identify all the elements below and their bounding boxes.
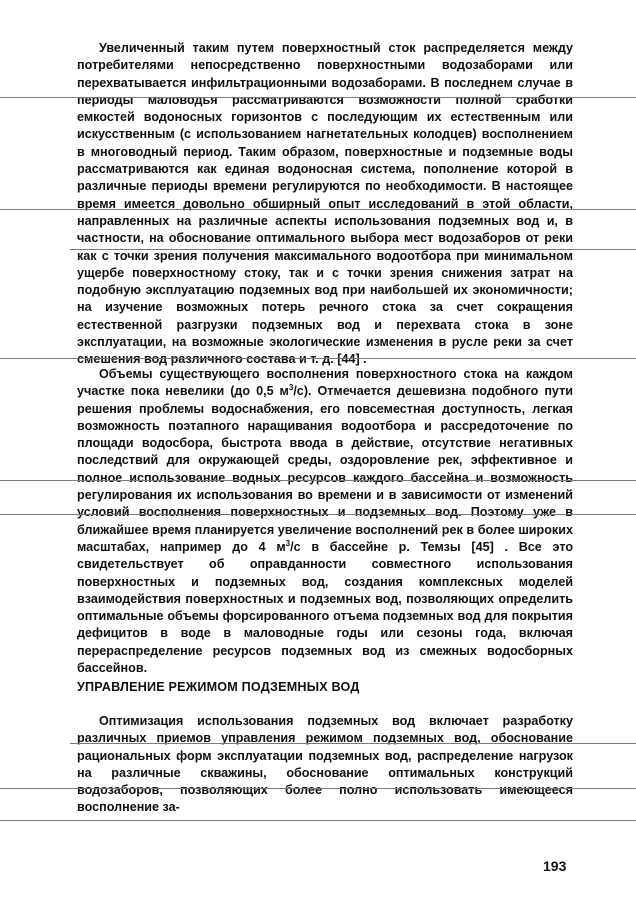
paragraph-conjunctive-use xyxy=(77,40,573,369)
scan-line xyxy=(0,209,636,210)
scan-line xyxy=(70,249,636,250)
paragraph-text xyxy=(77,366,573,677)
paragraph-text: Оптимизация использования подземных вод включает разработку различных приемов управления режимом подземных вод, обоснование рациональных форм эксплуатации подземных вод, распределение нагрузок на различные скважины, обоснование оптимальных конструкций водозаборов, позволяющих более полно использовать имеющееся восполнение за- xyxy=(77,714,573,815)
paragraph-optimization xyxy=(77,713,573,817)
scan-line xyxy=(0,97,636,98)
paragraph-text: Увеличенный таким путем поверхностный сток распределяется между потребителями непосредственно поверхностными водозаборами или перехватывается инфильтрационными водозаборами. В последнем случае в периоды маловодья рассматриваются возможности полной сработки емкостей водоносных горизонтов с последующим их естественным или искусственным (с использованием нагнетательных колодцев) восполнением в многоводный период. Таким образом, поверхностные и подземные воды рассматриваются как единая водоносная система, пополнение которой в различные периоды времени регулируются по необходимости. В настоящее время имеется довольно обширный опыт исследований в этой области, направленных на различные аспекты использования подземных вод и, в частности, на обоснование оптимального выбора мест водозаборов от реки как с точки зрения получения максимального водоотбора при минимальном ущербе поверхностному стоку, так и с точки зрения снижения затрат на подобную эксплуатацию подземных вод при наибольшей их экономичности; на изучение возможных потерь речного стока за счет сокращения естественной разгрузки подземных вод и перехвата стока в зоне эксплуатации, на возможные экологические изменения в русле реки за счет смешения вод различного состава и т. д. [44] . xyxy=(77,41,573,367)
superscript-cube: 3 xyxy=(288,383,294,393)
scan-line xyxy=(0,820,636,821)
paragraph-recharge-volumes xyxy=(77,366,573,677)
scan-line xyxy=(0,514,636,515)
text-run: Объемы существующего восполнения поверхностного стока на каждом участке пока невелики (до 0,5 м xyxy=(77,367,573,399)
page-number: 193 xyxy=(543,858,567,874)
scan-line xyxy=(70,743,636,744)
scan-line xyxy=(0,358,636,359)
scan-line xyxy=(0,480,636,481)
text-run: /с). Отмечается дешевизна подобного пути решения проблемы водоснабжения, его повсеместная доступность, легкая возможность поэтапного наращивания водоотбора и рассредоточение по площади водосбора, быстрота ввода в действие, отсутствие негативных последствий для окружающей среды, оздоровление рек, эффективное и полное использование водных ресурсов каждого бассейна и возможность регулирования их использования во времени и в зависимости от изменений условий восполнения поверхностных и подземных вод. Поэтому уже в ближайшее время планируется увеличение восполнений рек в более широких масштабах, например до 4 м xyxy=(77,384,573,554)
scan-line xyxy=(0,788,636,789)
text-run: /с в бассейне р. Темзы [45] . Все это свидетельствует об оправданности совместного использования поверхностных и подземных вод, создания комплексных моделей взаимодействия поверхностных и подземных вод, позволяющих определить оптимальные объемы форсированного отъема подземных вод для покрытия дефицитов в воде в маловодные годы или сезоны года, включая перераспределение ресурсов подземных вод из смежных водосборных бассейнов. xyxy=(77,539,574,676)
superscript-cube: 3 xyxy=(285,538,291,548)
section-heading: УПРАВЛЕНИЕ РЕЖИМОМ ПОДЗЕМНЫХ ВОД xyxy=(77,680,360,694)
